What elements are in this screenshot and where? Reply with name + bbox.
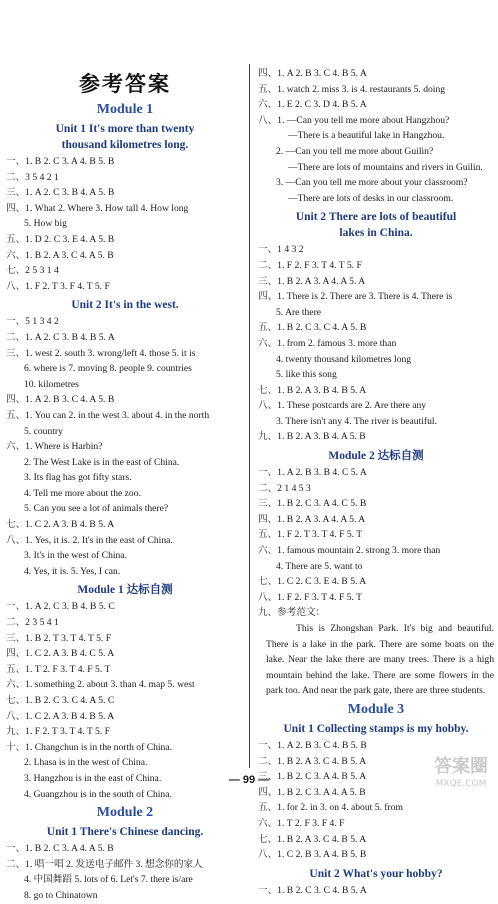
answer-line: 一、1. A 2. B 3. C 4. B 5. B xyxy=(258,739,367,751)
answer-line: 4. Tell me more about the zoo. xyxy=(24,487,141,499)
answer-line: 六、1. B 2. A 3. C 4. A 5. B xyxy=(6,249,114,261)
answer-line: 5. How big xyxy=(24,218,67,230)
answer-line: 二、1. 唱一唱 2. 发送电子邮件 3. 想念你的家人 xyxy=(6,858,203,870)
answer-line: 四、1. There is 2. There are 3. There is 4. There is xyxy=(258,291,453,303)
unit-2-answers xyxy=(6,314,244,579)
module-2-test-heading: Module 2 达标自测 xyxy=(328,450,424,463)
answer-line: 八、1. F 2. T 3. F 4. T 5. F xyxy=(6,280,110,292)
answer-line: 一、5 1 3 4 2 xyxy=(6,316,59,328)
module-2-unit-2-heading-line1: Unit 2 There are lots of beautiful xyxy=(295,211,457,224)
answer-line: 六、1. E 2. C 3. D 4. B 5. A xyxy=(258,99,367,111)
module-1-heading: Module 1 xyxy=(96,102,154,117)
module-2-unit-2-heading-line2: lakes in China. xyxy=(339,227,413,240)
answer-line: 3. —Can you tell me more about your classroom? xyxy=(276,177,468,189)
answer-line: 一、1. B 2. C 3. A 4. A 5. B xyxy=(6,843,114,855)
answer-line: 八、1. Yes, it is. 2. It's in the east of China. xyxy=(6,534,173,546)
answer-line: 五、1. You can 2. in the west 3. about 4. in the north xyxy=(6,409,210,421)
module-2-unit-1-answers xyxy=(6,841,244,903)
answer-line: 六、1. Where is Harbin? xyxy=(6,441,103,453)
module-2-unit-1-answers-cont xyxy=(258,66,494,206)
answer-line: 六、1. from 2. famous 3. more than xyxy=(258,337,397,349)
answer-line: 一、1 4 3 2 xyxy=(258,244,304,256)
answer-line: 二、3 5 4 2 1 xyxy=(6,171,59,183)
answer-line: 二、1. F 2. F 3. T 4. T 5. F xyxy=(258,259,362,271)
answer-line: 一、1. A 2. C 3. B 4. B 5. C xyxy=(6,601,115,613)
answer-line: 四、1. What 2. Where 3. How tall 4. How long xyxy=(6,202,189,214)
answer-line: 二、1. B 2. A 3. C 4. B 5. A xyxy=(258,755,367,767)
answer-line: 2. The West Lake is in the east of China. xyxy=(24,456,180,468)
module-1-test-answers xyxy=(6,599,244,802)
answer-line: 5. country xyxy=(24,425,63,437)
page-title: 参考答案 xyxy=(79,72,171,96)
answer-line: 九、1. B 2. A 3. B 4. A 5. B xyxy=(258,431,366,443)
answer-line: 3. There isn't any 4. The river is beautiful. xyxy=(276,415,437,427)
answer-line: 5. like this song xyxy=(276,369,337,381)
answer-line: 8. go to Chinatown xyxy=(24,889,98,901)
unit-1-heading-line1: Unit 1 It's more than twenty xyxy=(55,123,195,135)
answer-line: 一、1. B 2. C 3. C 4. B 5. A xyxy=(258,884,367,896)
answer-line: 八、1. F 2. F 3. T 4. F 5. T xyxy=(258,591,362,603)
answer-line: 七、1. B 2. C 3. C 4. A 5. C xyxy=(6,695,115,706)
module-2-unit-2-answers xyxy=(258,242,494,445)
watermark-logo xyxy=(428,756,494,796)
answer-line: 五、1. F 2. T 3. T 4. F 5. T xyxy=(258,529,363,541)
answer-line: 3. Hangzhou is in the east of China. xyxy=(24,772,162,784)
answer-line: 十、1. Changchun is in the north of China. xyxy=(6,741,173,753)
answer-line: 八、1. C 2. B 3. A 4. B 5. B xyxy=(258,849,367,861)
answer-line: 四、1. B 2. A 3. A 4. A 5. A xyxy=(258,513,366,525)
unit-1-answers xyxy=(6,154,244,294)
answer-line: 三、1. B 2. T 3. T 4. T 5. F xyxy=(6,632,112,644)
answer-line: 六、1. famous mountain 2. strong 3. more than xyxy=(258,545,441,557)
answer-line: 2. Lhasa is in the west of China. xyxy=(24,757,148,769)
answer-line: 五、1. T 2. F 3. T 4. F 5. T xyxy=(6,663,111,675)
sample-essay: This is Zhongshan Park. It's big and beautiful. There is a lake in the park. There are some boats on the lake. Near the lake there are many trees. There is a high mountain behind the lake. There are some flowers in the park too. And near the park gate, there are three students. xyxy=(266,623,494,697)
answer-line: 七、1. B 2. A 3. C 4. B 5. A xyxy=(258,833,367,845)
answer-line: 2. —Can you tell me more about Guilin? xyxy=(276,145,434,157)
answer-line: 四、1. C 2. A 3. B 4. C 5. A xyxy=(6,648,115,660)
answer-line: 四、1. A 2. B 3. C 4. B 5. A xyxy=(258,68,367,79)
answer-line: 3. Its flag has got fifty stars. xyxy=(24,472,132,484)
answer-line: 4. 中国舞蹈 5. lots of 6. Let's 7. there is/are xyxy=(24,874,193,886)
answer-line: 七、2 5 3 1 4 xyxy=(6,265,59,277)
answer-line: 二、2 1 4 5 3 xyxy=(258,482,311,494)
module-3-unit-2-heading: Unit 2 What's your hobby? xyxy=(309,867,443,880)
answer-line: 九、参考范文： xyxy=(258,607,326,619)
answer-line: 五、1. D 2. C 3. E 4. A 5. B xyxy=(6,233,115,245)
answer-line: 三、1. B 2. C 3. A 4. B 5. A xyxy=(258,771,367,783)
answer-line: 一、1. B 2. C 3. A 4. B 5. B xyxy=(6,156,115,167)
answer-line: 八、1. —Can you tell me more about Hangzhou? xyxy=(258,114,450,126)
answer-line: 一、1. A 2. B 3. B 4. C 5. A xyxy=(258,467,367,479)
module-2-heading: Module 2 xyxy=(96,805,154,821)
answer-line: 六、1. something 2. about 3. than 4. map 5. west xyxy=(6,679,195,691)
module-1-test-heading: Module 1 达标自测 xyxy=(77,584,173,597)
page-number: — 99 — xyxy=(228,774,270,786)
answer-line: 八、1. These postcards are 2. Are there any xyxy=(258,400,427,412)
answer-line: 五、1. watch 2. miss 3. is 4. restaurants 5. doing xyxy=(258,83,446,95)
module-3-unit-1-heading: Unit 1 Collecting stamps is my hobby. xyxy=(283,722,469,735)
answer-line: 八、1. C 2. A 3. B 4. B 5. A xyxy=(6,710,115,722)
answer-line: 七、1. C 2. C 3. E 4. B 5. A xyxy=(258,576,367,588)
module-3-unit-2-answers xyxy=(258,883,494,899)
answer-line: 5. Can you see a lot of animals there? xyxy=(24,503,169,515)
answer-line: 三、1. B 2. A 3. A 4. A 5. A xyxy=(258,275,366,287)
answer-line: 二、1. A 2. C 3. B 4. B 5. A xyxy=(6,331,115,343)
answer-line: —There are lots of desks in our classroom. xyxy=(288,192,454,204)
answer-line: 4. Guangzhou is in the south of China. xyxy=(24,788,172,800)
answer-line: 5. Are there xyxy=(276,306,322,318)
answer-line: 3. It's in the west of China. xyxy=(24,550,127,562)
answer-line: 四、1. A 2. B 3. C 4. A 5. B xyxy=(6,394,115,406)
answer-line: 六、1. T 2. F 3. F 4. F xyxy=(258,817,345,829)
module-3-heading: Module 3 xyxy=(347,701,405,717)
answer-line: —There are lots of mountains and rivers in Guilin. xyxy=(288,161,483,173)
watermark-text-top: 答案圈 xyxy=(434,756,488,777)
unit-2-heading: Unit 2 It's in the west. xyxy=(71,299,179,312)
answer-line: 七、1. C 2. A 3. B 4. B 5. A xyxy=(6,519,115,531)
answer-line: 4. Yes, it is. 5. Yes, I can. xyxy=(24,565,121,577)
unit-1-heading-line2: thousand kilometres long. xyxy=(61,139,189,151)
answer-line: 10. kilometres xyxy=(24,378,79,390)
watermark-text-bottom: MXQE.COM xyxy=(435,779,487,789)
answer-line: 4. twenty thousand kilometres long xyxy=(276,353,412,365)
column-divider xyxy=(249,64,250,768)
answer-line: 三、1. west 2. south 3. wrong/left 4. those 5. it is xyxy=(6,347,196,359)
answer-line: 五、1. for 2. in 3. on 4. about 5. from xyxy=(258,802,403,814)
module-2-unit-1-heading: Unit 1 There's Chinese dancing. xyxy=(46,826,204,839)
answer-line: 6. where is 7. moving 8. people 9. countries xyxy=(24,363,192,375)
answer-line: 二、2 3 5 4 1 xyxy=(6,617,59,629)
answer-line: 九、1. F 2. T 3. T 4. T 5. F xyxy=(6,726,110,738)
answer-line: 五、1. B 2. C 3. C 4. A 5. B xyxy=(258,322,367,334)
answer-line: 四、1. B 2. C 3. A 4. A 5. B xyxy=(258,786,366,798)
answer-line: 三、1. B 2. C 3. A 4. C 5. B xyxy=(258,498,367,510)
answer-line: —There is a beautiful lake in Hangzhou. xyxy=(288,130,445,142)
answer-line: 三、1. A 2. C 3. B 4. A 5. B xyxy=(6,187,115,199)
answer-line: 4. There are 5. want to xyxy=(276,560,363,572)
answer-line: 七、1. B 2. A 3. B 4. B 5. A xyxy=(258,384,367,396)
module-2-test-answers xyxy=(258,465,494,699)
